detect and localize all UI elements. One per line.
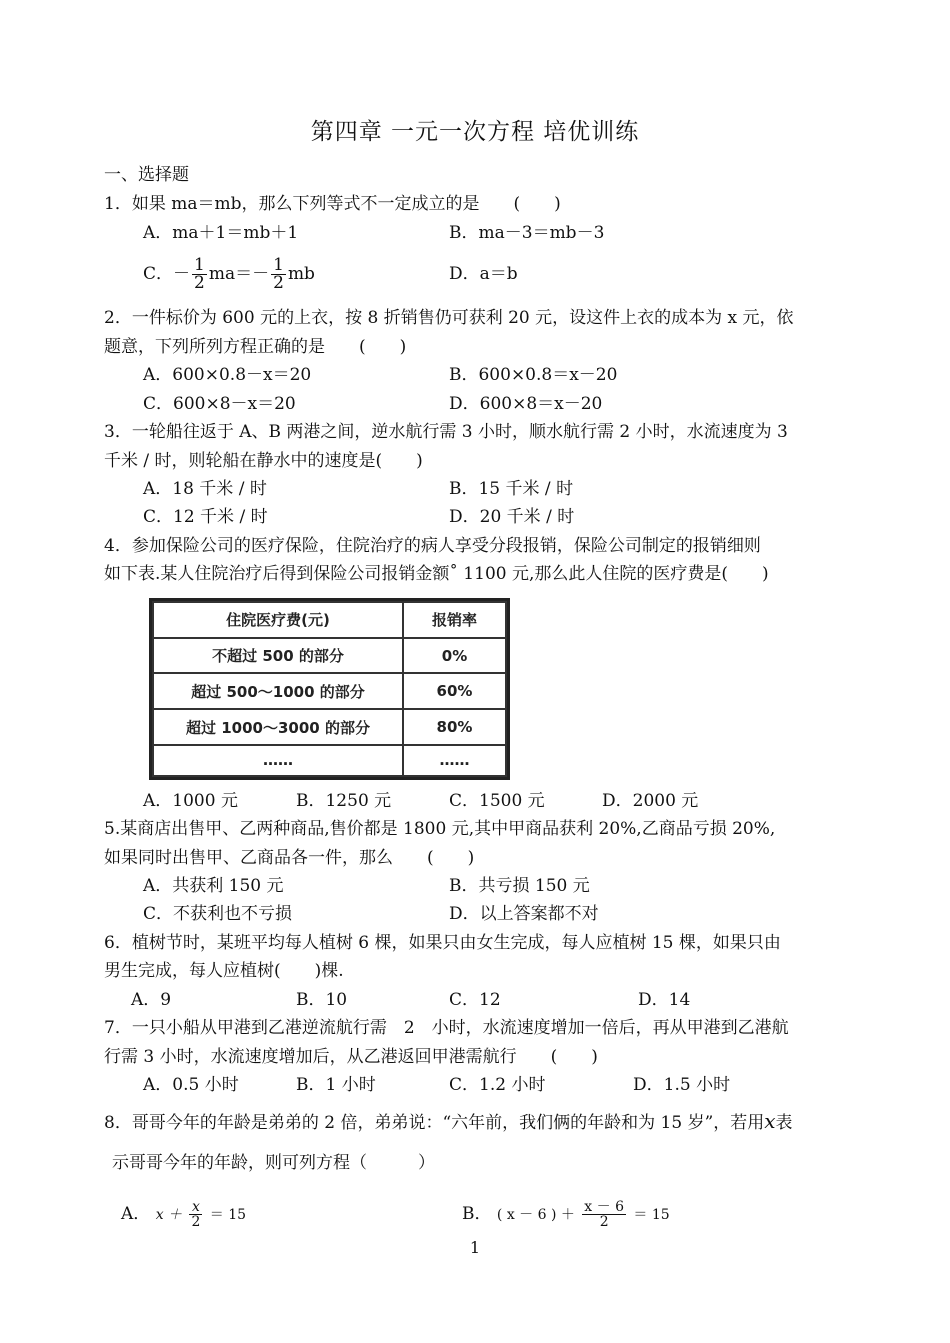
question-6-option-b: B．10 [296,990,348,1010]
fraction-half: $\frac{1}{2}$ [194,255,205,293]
page-number: 1 [469,1238,481,1257]
table-header-cell: 住院医疗费(元) [153,602,403,638]
question-1-option-c [143,252,315,296]
equation-fraction: $\frac{x - 6}{2}$ [584,1199,624,1230]
table-row [153,709,506,745]
question-5-option-c: C．不获利也不亏损 [143,904,293,924]
question-2-stem-1: 2．一件标价为 600 元的上衣，按 8 折销售仍可获利 20 元，设这件上衣的成本为 x 元，依 [104,308,794,328]
reimbursement-table [149,598,510,780]
option-label: A． [121,1204,151,1224]
question-7-option-b: B．1 小时 [296,1075,376,1095]
equation-lhs: ( x － 6 ) ＋ [496,1207,575,1223]
table-cell: …… [153,745,403,776]
table-cell: 0% [403,638,506,674]
question-3-stem-1: 3．一轮船往返于 A、B 两港之间，逆水航行需 3 小时，顺水航行需 2 小时，水流速度为 3 [104,422,788,442]
question-6-option-c: C．12 [449,990,501,1010]
question-6-stem-2: 男生完成，每人应植树( )棵. [104,961,344,981]
table-cell: …… [403,745,506,776]
option-c-suffix: mb [287,264,315,284]
question-5-stem-2: 如果同时出售甲、乙商品各一件，那么 ( ) [104,848,475,868]
question-5-option-b: B．共亏损 150 元 [449,876,590,896]
question-6-option-a: A．9 [131,990,172,1010]
table-cell: 60% [403,673,506,709]
question-1-option-a: A．ma＋1＝mb＋1 [143,223,299,243]
table-cell: 超过 1000～3000 的部分 [153,709,403,745]
question-2-option-a: A．600×0.8－x＝20 [143,365,312,385]
option-c-mid: ma＝－ [208,264,270,284]
table-header-row [153,602,506,638]
question-7-option-c: C．1.2 小时 [449,1075,546,1095]
question-4-option-a: A．1000 元 [143,791,238,811]
section-heading: 一、选择题 [104,165,189,185]
table-row [153,673,506,709]
question-8-stem-text: 8．哥哥今年的年龄是弟弟的 2 倍，弟弟说：“六年前，我们俩的年龄和为 15 岁”，若用 [104,1113,765,1133]
question-1-option-b: B．ma－3＝mb－3 [449,223,605,243]
question-3-option-a: A．18 千米 / 时 [143,479,267,499]
question-8-stem-tail: 表 [775,1113,793,1133]
question-2-option-c: C．600×8－x＝20 [143,394,296,414]
equation-rhs: ＝ 15 [633,1207,670,1223]
equation-fraction: $\frac{x}{2}$ [191,1199,201,1230]
table-cell: 80% [403,709,506,745]
question-7-stem-1: 7．一只小船从甲港到乙港逆流航行需 2 小时，水流速度增加一倍后，再从甲港到乙港航 [104,1018,789,1038]
question-1-option-d: D．a＝b [449,264,518,284]
option-c-prefix: C．－ [143,264,191,284]
equation-lhs: x ＋ [155,1207,183,1223]
question-5-stem-1: 5.某商店出售甲、乙两种商品,售价都是 1800 元,其中甲商品获利 20%,乙商品亏损 20%, [104,819,776,839]
question-5-option-d: D．以上答案都不对 [449,904,599,924]
equation-rhs: ＝ 15 [209,1207,247,1223]
question-2-stem-2: 题意，下列所列方程正确的是 ( ) [104,337,407,357]
question-5-option-a: A．共获利 150 元 [143,876,284,896]
question-1-stem: 1．如果 ma＝mb，那么下列等式不一定成立的是 ( ) [104,194,561,214]
question-2-option-d: D．600×8＝x－20 [449,394,603,414]
question-8-stem-2: 示哥哥今年的年龄，则可列方程（ ） [112,1153,435,1173]
question-3-option-c: C．12 千米 / 时 [143,507,268,527]
table-header-cell: 报销率 [403,602,506,638]
table-row [153,638,506,674]
question-7-option-a: A．0.5 小时 [143,1075,239,1095]
reimbursement-table-grid [152,601,507,777]
option-label: B． [462,1204,492,1224]
question-7-option-d: D．1.5 小时 [633,1075,731,1095]
question-6-stem-1: 6．植树节时，某班平均每人植树 6 棵，如果只由女生完成，每人应植树 15 棵，如果只由 [104,933,781,953]
question-4-stem-1: 4．参加保险公司的医疗保险，住院治疗的病人享受分段报销，保险公司制定的报销细则 [104,536,761,556]
variable-x: x [764,1109,776,1133]
table-row [153,745,506,776]
question-4-option-d: D．2000 元 [602,791,699,811]
table-cell: 不超过 500 的部分 [153,638,403,674]
question-6-option-d: D．14 [638,990,691,1010]
question-8-option-b [462,1196,670,1233]
question-4-stem-2: 如下表.某人住院治疗后得到保险公司报销金额˚ 1100 元,那么此人住院的医疗费是( ) [104,564,769,584]
question-8-option-a [121,1196,246,1233]
question-4-option-c: C．1500 元 [449,791,545,811]
question-2-option-b: B．600×0.8＝x－20 [449,365,618,385]
question-3-option-d: D．20 千米 / 时 [449,507,575,527]
question-8-stem-1 [104,1110,793,1134]
question-3-stem-2: 千米 / 时，则轮船在静水中的速度是( ) [104,451,423,471]
question-4-option-b: B．1250 元 [296,791,392,811]
table-cell: 超过 500～1000 的部分 [153,673,403,709]
page-title: 第四章 一元一次方程 培优训练 [310,119,640,145]
question-7-stem-2: 行需 3 小时，水流速度增加后，从乙港返回甲港需航行 ( ) [104,1047,598,1067]
fraction-half: $\frac{1}{2}$ [273,255,284,293]
question-3-option-b: B．15 千米 / 时 [449,479,574,499]
